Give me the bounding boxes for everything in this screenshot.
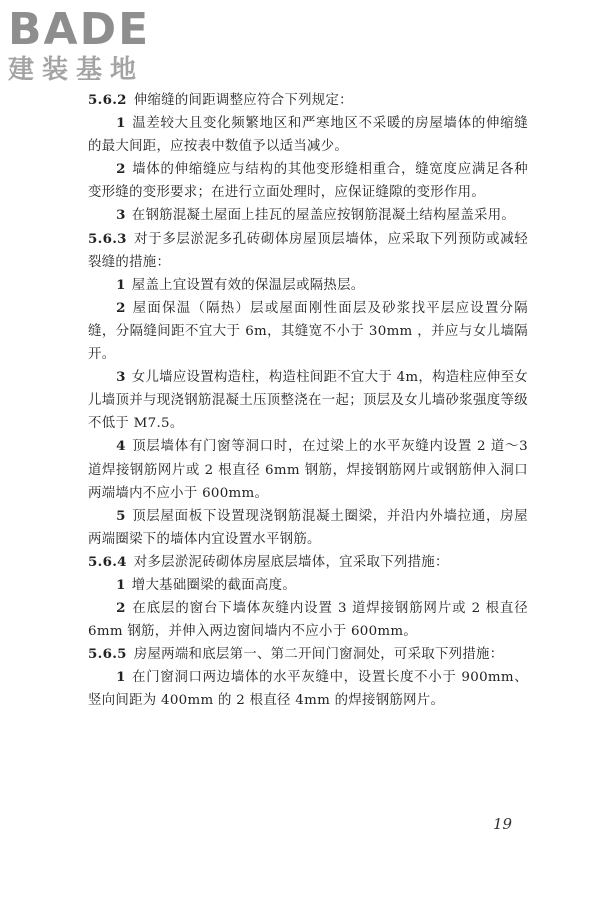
clause-item bbox=[88, 274, 528, 297]
clause-number: 2 bbox=[116, 600, 126, 617]
bade-logo bbox=[6, 4, 176, 88]
clause-text: 在门窗洞口两边墙体的水平灰缝中，设置长度不小于 900mm、竖向间距为 400mm 的 2 根直径 4mm 的焊接钢筋网片。 bbox=[88, 670, 528, 709]
clause-item bbox=[88, 505, 528, 551]
section-text: 对多层淤泥砖砌体房屋底层墙体，宜采取下列措施： bbox=[133, 554, 449, 570]
document-body bbox=[88, 89, 528, 713]
section-text: 房屋两端和底层第一、第二开间门窗洞处，可采取下列措施： bbox=[133, 647, 504, 663]
clause-number: 1 bbox=[116, 576, 126, 593]
clause-text: 女儿墙应设置构造柱，构造柱间距不宜大于 4m，构造柱应伸至女儿墙顶并与现浇钢筋混凝土压顶整浇在一起；顶层及女儿墙砂浆强度等级不低于 M7.5。 bbox=[88, 370, 528, 432]
section-5-6-3 bbox=[88, 228, 528, 274]
logo-chinese-name: 建装基地 bbox=[8, 55, 145, 85]
clause-text: 增大基础圈梁的截面高度。 bbox=[131, 577, 297, 593]
clause-text: 温差较大且变化频繁地区和严寒地区不采暖的房屋墙体的伸缩缝的最大间距，应按表中数值予以适当减少。 bbox=[88, 116, 528, 155]
clause-number: 2 bbox=[116, 161, 126, 178]
clause-text: 屋盖上宜设置有效的保温层或隔热层。 bbox=[131, 277, 365, 293]
section-text: 伸缩缝的间距调整应符合下列规定： bbox=[133, 93, 353, 108]
section-number: 5.6.2 bbox=[88, 92, 127, 108]
clause-text: 在底层的窗台下墙体灰缝内设置 3 道焊接钢筋网片或 2 根直径 6mm 钢筋，并伸入两边窗间墙内不应小于 600mm。 bbox=[88, 601, 528, 640]
clause-text: 顶层屋面板下设置现浇钢筋混凝土圈梁，并沿内外墙拉通，房屋两端圈梁下的墙体内宜设置水平钢筋。 bbox=[88, 508, 528, 547]
clause-number: 1 bbox=[116, 115, 126, 132]
clause-text: 在钢筋混凝土屋面上挂瓦的屋盖应按钢筋混凝土结构屋盖采用。 bbox=[131, 208, 516, 224]
clause-number: 1 bbox=[116, 276, 126, 293]
clause-item bbox=[88, 112, 528, 158]
clause-number: 3 bbox=[116, 207, 126, 224]
clause-item bbox=[88, 574, 528, 597]
clause-number: 4 bbox=[116, 438, 126, 455]
clause-item bbox=[88, 297, 528, 366]
clause-number: 1 bbox=[116, 669, 126, 686]
section-text: 对于多层淤泥多孔砖砌体房屋顶层墙体，应采取下列预防或减轻裂缝的措施： bbox=[88, 231, 528, 270]
section-5-6-4 bbox=[88, 551, 528, 574]
clause-text: 顶层墙体有门窗等洞口时，在过梁上的水平灰缝内设置 2 道～3 道焊接钢筋网片或 2 根直径 6mm 钢筋，焊接钢筋网片或钢筋伸入洞口两端墙内不应小于 600mm。 bbox=[88, 439, 528, 501]
section-number: 5.6.3 bbox=[88, 230, 127, 247]
section-5-6-2 bbox=[88, 89, 528, 112]
clause-number: 3 bbox=[116, 369, 126, 386]
section-number: 5.6.4 bbox=[88, 553, 127, 570]
clause-number: 2 bbox=[116, 299, 126, 316]
clause-item bbox=[88, 597, 528, 643]
page-number: 19 bbox=[493, 815, 513, 833]
clause-item bbox=[88, 666, 528, 712]
clause-item bbox=[88, 158, 528, 204]
clause-item bbox=[88, 366, 528, 435]
section-5-6-5 bbox=[88, 643, 528, 666]
logo-wordmark: BADE bbox=[8, 4, 151, 55]
section-number: 5.6.5 bbox=[88, 646, 127, 663]
clause-number: 5 bbox=[116, 507, 126, 524]
clause-item bbox=[88, 204, 528, 227]
clause-item bbox=[88, 435, 528, 504]
clause-text: 墙体的伸缩缝应与结构的其他变形缝相重合，缝宽度应满足各种变形缝的变形要求；在进行立面处理时，应保证缝隙的变形作用。 bbox=[88, 162, 528, 201]
clause-text: 屋面保温（隔热）层或屋面刚性面层及砂浆找平层应设置分隔缝，分隔缝间距不宜大于 6m，其缝宽不小于 30mm ，并应与女儿墙隔开。 bbox=[88, 300, 528, 363]
